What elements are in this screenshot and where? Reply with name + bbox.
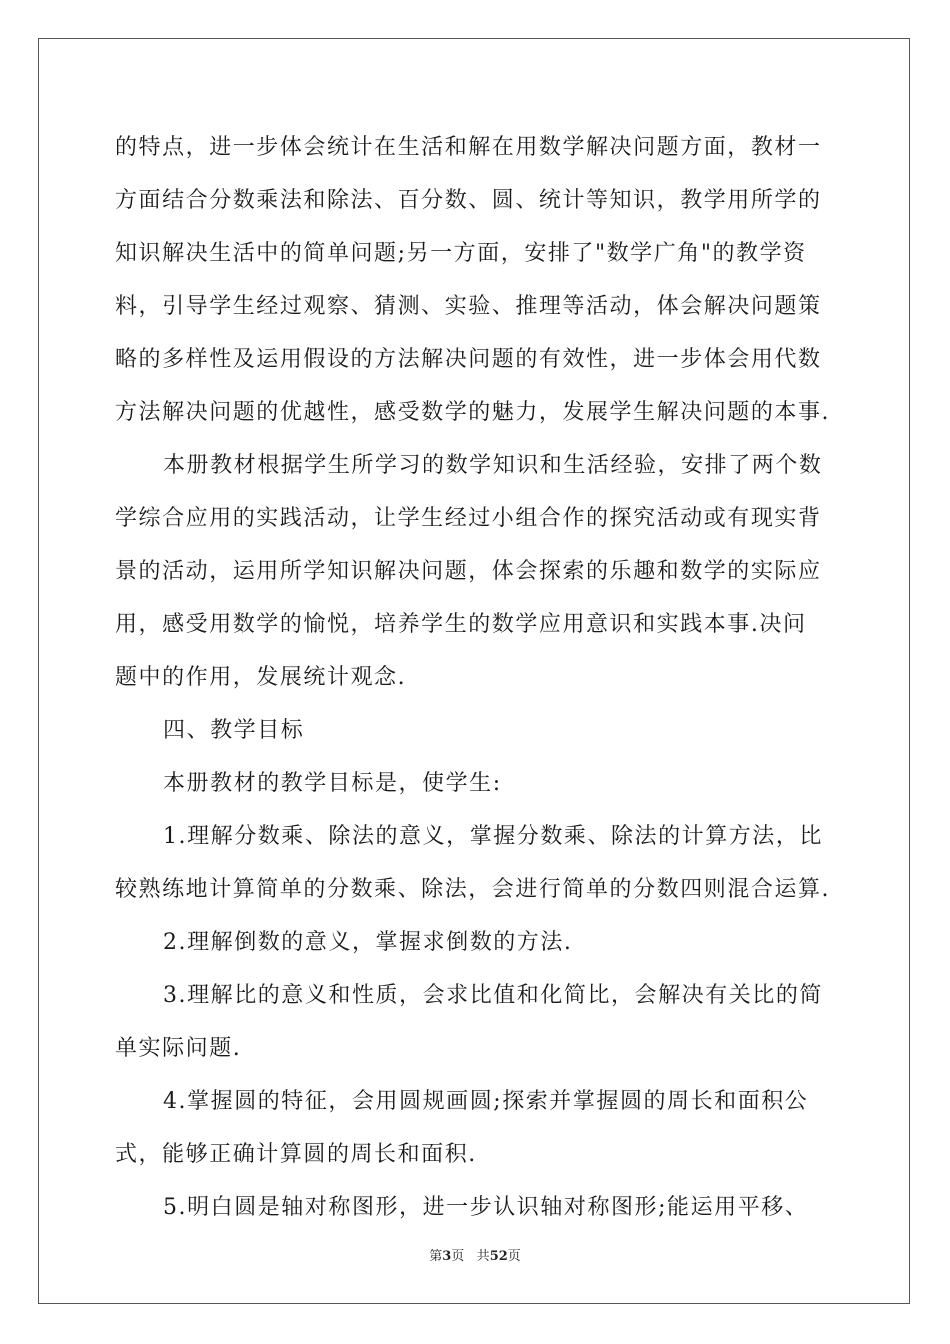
page-footer <box>0 1245 950 1264</box>
text-line: 较熟练地计算简单的分数乘、除法，会进行简单的分数四则混合运算. <box>115 877 831 902</box>
text-line: 本册教材根据学生所学习的数学知识和生活经验，安排了两个数 <box>163 453 823 478</box>
total-suffix: 页 <box>507 1249 521 1264</box>
text-line: 知识解决生活中的简单问题;另一方面，安排了"数学广角"的教学资 <box>115 241 807 266</box>
text-line: 式，能够正确计算圆的周长和面积. <box>115 1142 477 1167</box>
section-heading: 四、教学目标 <box>163 718 305 743</box>
text-line: 方法解决问题的优越性，感受数学的魅力，发展学生解决问题的本事. <box>115 400 831 425</box>
text-line: 方面结合分数乘法和除法、百分数、圆、统计等知识，教学用所学的 <box>115 188 822 213</box>
list-item: 1.理解分数乘、除法的意义，掌握分数乘、除法的计算方法，比 <box>163 824 823 849</box>
text-line: 的特点，进一步体会统计在生活和解在用数学解决问题方面，教材一 <box>115 135 822 160</box>
list-item: 3.理解比的意义和性质，会求比值和化简比，会解决有关比的简 <box>163 983 823 1008</box>
text-line: 题中的作用，发展统计观念. <box>115 665 407 690</box>
total-pages: 52 <box>489 1249 508 1264</box>
list-item: 2.理解倒数的意义，掌握求倒数的方法. <box>163 930 573 955</box>
text-line: 学综合应用的实践活动，让学生经过小组合作的探究活动或有现实背 <box>115 506 822 531</box>
text-line: 景的活动，运用所学知识解决问题，体会探索的乐趣和数学的实际应 <box>115 559 822 584</box>
document-body <box>115 121 845 1234</box>
page-number: 3 <box>442 1249 452 1264</box>
text-line: 本册教材的教学目标是，使学生: <box>163 771 502 796</box>
page-prefix: 第 <box>429 1249 443 1264</box>
text-line: 料，引导学生经过观察、猜测、实验、推理等活动，体会解决问题策 <box>115 294 822 319</box>
text-line: 用，感受用数学的愉悦，培养学生的数学应用意识和实践本事.决问 <box>115 612 807 637</box>
text-line: 单实际问题. <box>115 1036 242 1061</box>
page-suffix: 页 <box>451 1249 465 1264</box>
list-item: 4.掌握圆的特征，会用圆规画圆;探索并掌握圆的周长和面积公 <box>163 1089 809 1114</box>
total-prefix: 共 <box>476 1249 490 1264</box>
text-line: 略的多样性及运用假设的方法解决问题的有效性，进一步体会用代数 <box>115 347 822 372</box>
list-item: 5.明白圆是轴对称图形，进一步认识轴对称图形;能运用平移、 <box>163 1195 809 1220</box>
